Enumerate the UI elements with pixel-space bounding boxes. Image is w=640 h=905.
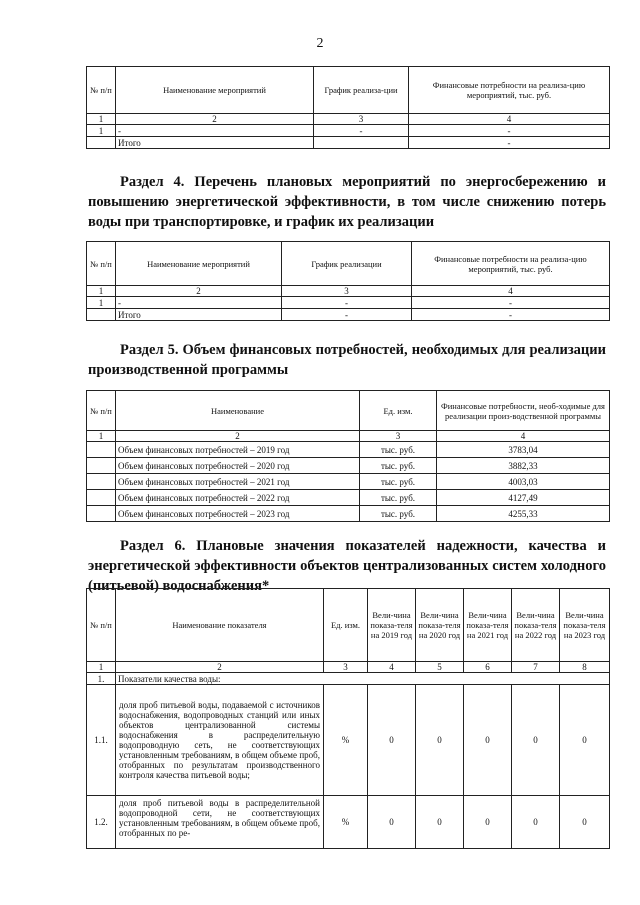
header-2020: Вели-чина показа-теля на 2020 год xyxy=(416,589,464,662)
table-row xyxy=(87,297,610,309)
cell: 1 xyxy=(87,297,116,309)
header-unit: Ед. изм. xyxy=(324,589,368,662)
row-value: 0 xyxy=(416,796,464,849)
row-value: 3783,04 xyxy=(437,442,610,458)
row-unit: тыс. руб. xyxy=(360,490,437,506)
row-value: 4127,49 xyxy=(437,490,610,506)
row-unit: тыс. руб. xyxy=(360,458,437,474)
col-number: 6 xyxy=(464,662,512,673)
col-number: 7 xyxy=(512,662,560,673)
header-finance: Финансовые потребности на реализа-цию мероприятий, тыс. руб. xyxy=(412,242,610,286)
col-number: 5 xyxy=(416,662,464,673)
table-row xyxy=(87,125,610,137)
row-value: 0 xyxy=(464,796,512,849)
col-number: 3 xyxy=(324,662,368,673)
col-number: 4 xyxy=(368,662,416,673)
header-2022: Вели-чина показа-теля на 2022 год xyxy=(512,589,560,662)
table-continued xyxy=(86,66,610,149)
header-num: № п/п xyxy=(87,589,116,662)
header-schedule: График реализа-ции xyxy=(314,67,409,114)
group-row xyxy=(87,673,610,685)
col-number: 1 xyxy=(87,662,116,673)
header-2023: Вели-чина показа-теля на 2023 год xyxy=(560,589,610,662)
col-number: 2 xyxy=(116,114,314,125)
row-unit: % xyxy=(324,685,368,796)
row-name: Объем финансовых потребностей – 2023 год xyxy=(116,506,360,522)
cell: - xyxy=(409,125,610,137)
header-num: № п/п xyxy=(87,67,116,114)
col-number: 4 xyxy=(412,286,610,297)
row-value: 4255,33 xyxy=(437,506,610,522)
total-row xyxy=(87,309,610,321)
cell: - xyxy=(116,125,314,137)
header-finance: Финансовые потребности на реализа-цию мероприятий, тыс. руб. xyxy=(409,67,610,114)
row-name: Объем финансовых потребностей – 2021 год xyxy=(116,474,360,490)
col-number: 4 xyxy=(437,431,610,442)
row-value: 4003,03 xyxy=(437,474,610,490)
header-name: Наименование xyxy=(116,391,360,431)
row-value: 0 xyxy=(560,796,610,849)
table-row xyxy=(87,685,610,796)
row-value: 0 xyxy=(368,685,416,796)
row-name: Объем финансовых потребностей – 2019 год xyxy=(116,442,360,458)
cell: - xyxy=(409,137,610,149)
row-unit: тыс. руб. xyxy=(360,506,437,522)
cell: - xyxy=(282,309,412,321)
cell: - xyxy=(314,125,409,137)
cell: 1 xyxy=(87,125,116,137)
row-value: 0 xyxy=(368,796,416,849)
row-unit: тыс. руб. xyxy=(360,442,437,458)
row-value: 0 xyxy=(512,685,560,796)
col-number: 1 xyxy=(87,431,116,442)
row-num: 1.1. xyxy=(87,685,116,796)
table-row xyxy=(87,474,610,490)
col-number: 1 xyxy=(87,286,116,297)
col-number: 2 xyxy=(116,431,360,442)
section-4-table xyxy=(86,241,610,321)
row-value: 0 xyxy=(512,796,560,849)
header-finance: Финансовые потребности, необ-ходимые для реализации произ-водственной программы xyxy=(437,391,610,431)
header-unit: Ед. изм. xyxy=(360,391,437,431)
col-number: 2 xyxy=(116,286,282,297)
row-num: 1.2. xyxy=(87,796,116,849)
section-6-table xyxy=(86,588,610,849)
row-name: Объем финансовых потребностей – 2022 год xyxy=(116,490,360,506)
row-name: доля проб питьевой воды в распределительной водопроводной сети, не соответствующих установленным требованиям, в общем объеме проб, отобранных по ре- xyxy=(116,796,324,849)
total-row xyxy=(87,137,610,149)
table-row xyxy=(87,458,610,474)
total-label: Итого xyxy=(116,309,282,321)
header-name: Наименование мероприятий xyxy=(116,242,282,286)
col-number: 4 xyxy=(409,114,610,125)
section-6-title: Раздел 6. Плановые значения показателей надежности, качества и энергетической эффективности объектов централизованных систем холодного (питьевой) водоснабжения* xyxy=(88,538,606,594)
header-2021: Вели-чина показа-теля на 2021 год xyxy=(464,589,512,662)
header-2019: Вели-чина показа-теля на 2019 год xyxy=(368,589,416,662)
page-number: 2 xyxy=(316,36,324,51)
row-value: 0 xyxy=(416,685,464,796)
row-value: 3882,33 xyxy=(437,458,610,474)
header-schedule: График реализации xyxy=(282,242,412,286)
col-number: 3 xyxy=(282,286,412,297)
table-row xyxy=(87,490,610,506)
row-value: 0 xyxy=(464,685,512,796)
table-row xyxy=(87,506,610,522)
section-5-table xyxy=(86,390,610,522)
row-name: доля проб питьевой воды, подаваемой с источников водоснабжения, водопроводных станций или иных объектов централизованной системы водоснабжения в распределительную водопроводную сеть, не соответствующих установленным требованиям, в общем объеме проб, отобранных по результатам производственного контроля качества питьевой воды; xyxy=(116,685,324,796)
group-num: 1. xyxy=(87,673,116,685)
cell: - xyxy=(412,297,610,309)
cell: - xyxy=(282,297,412,309)
col-number: 8 xyxy=(560,662,610,673)
header-name: Наименование мероприятий xyxy=(116,67,314,114)
total-label: Итого xyxy=(116,137,314,149)
table-row xyxy=(87,796,610,849)
cell: - xyxy=(412,309,610,321)
col-number: 3 xyxy=(360,431,437,442)
section-4-title: Раздел 4. Перечень плановых мероприятий по энергосбережению и повышению энергетической эффективности, в том числе снижению потерь воды при транспортировке, и график их реализации xyxy=(88,174,606,230)
header-indicator: Наименование показателя xyxy=(116,589,324,662)
row-name: Объем финансовых потребностей – 2020 год xyxy=(116,458,360,474)
row-unit: % xyxy=(324,796,368,849)
row-value: 0 xyxy=(560,685,610,796)
section-5-title: Раздел 5. Объем финансовых потребностей, необходимых для реализации производственной программы xyxy=(88,342,606,378)
cell: - xyxy=(116,297,282,309)
header-num: № п/п xyxy=(87,391,116,431)
group-label: Показатели качества воды: xyxy=(116,673,610,685)
col-number: 1 xyxy=(87,114,116,125)
table-row xyxy=(87,442,610,458)
row-unit: тыс. руб. xyxy=(360,474,437,490)
col-number: 3 xyxy=(314,114,409,125)
header-num: № п/п xyxy=(87,242,116,286)
col-number: 2 xyxy=(116,662,324,673)
